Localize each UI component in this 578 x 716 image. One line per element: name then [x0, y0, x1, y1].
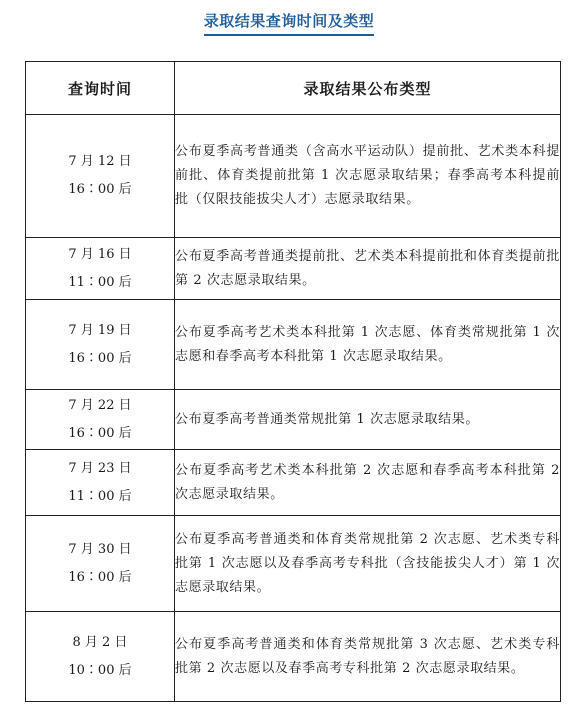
table-row [26, 450, 561, 516]
table-header-row [26, 62, 561, 115]
date-text: 7 月 12 日 [68, 154, 132, 169]
type-cell: 公布夏季高考艺术类本科批第 2 次志愿和春季高考本科批第 2 次志愿录取结果。 [175, 450, 561, 516]
date-text: 7 月 30 日 [68, 541, 132, 557]
hour-text: 16∶00 后 [68, 182, 132, 197]
hour-text: 16∶00 后 [68, 569, 132, 585]
time-cell [26, 612, 175, 702]
date-text: 7 月 22 日 [68, 397, 132, 413]
time-cell [26, 300, 175, 390]
hour-text: 11∶00 后 [68, 274, 132, 290]
table-row [26, 115, 561, 238]
type-cell: 公布夏季高考艺术类本科批第 1 次志愿、体育类常规批第 1 次志愿和春季高考本科批第 1 次志愿录取结果。 [175, 300, 561, 390]
date-text: 8 月 2 日 [72, 634, 128, 650]
date-text: 7 月 16 日 [68, 246, 132, 262]
header-query-time: 查询时间 [26, 62, 175, 115]
time-cell [26, 516, 175, 612]
results-table [25, 61, 561, 702]
hour-text: 16∶00 后 [68, 425, 132, 441]
type-cell: 公布夏季高考普通类和体育类常规批第 3 次志愿、艺术类专科批第 2 次志愿以及春季高考专科批第 2 次志愿录取结果。 [175, 612, 561, 702]
type-cell: 公布夏季高考普通类提前批、艺术类本科提前批和体育类提前批第 2 次志愿录取结果。 [175, 238, 561, 300]
time-cell [26, 450, 175, 516]
table-row [26, 238, 561, 300]
date-text: 7 月 23 日 [68, 460, 132, 476]
table-row [26, 516, 561, 612]
header-result-type: 录取结果公布类型 [175, 62, 561, 115]
table-row [26, 390, 561, 450]
time-cell [26, 390, 175, 450]
type-cell: 公布夏季高考普通类常规批第 1 次志愿录取结果。 [175, 390, 561, 450]
type-cell: 公布夏季高考普通类（含高水平运动队）提前批、艺术类本科提前批、体育类提前批第 1 次志愿录取结果；春季高考本科提前批（仅限技能拔尖人才）志愿录取结果。 [175, 115, 561, 238]
page-title-container [0, 10, 578, 36]
page-title: 录取结果查询时间及类型 [204, 10, 375, 36]
hour-text: 10∶00 后 [68, 662, 132, 678]
date-text: 7 月 19 日 [68, 322, 132, 338]
table-row [26, 300, 561, 390]
hour-text: 16∶00 后 [68, 350, 132, 366]
type-cell: 公布夏季高考普通类和体育类常规批第 2 次志愿、艺术类专科批第 1 次志愿以及春季高考专科批（含技能拔尖人才）第 1 次志愿录取结果。 [175, 516, 561, 612]
time-cell [26, 238, 175, 300]
hour-text: 11∶00 后 [68, 488, 132, 504]
table-row [26, 612, 561, 702]
time-cell [26, 115, 175, 238]
